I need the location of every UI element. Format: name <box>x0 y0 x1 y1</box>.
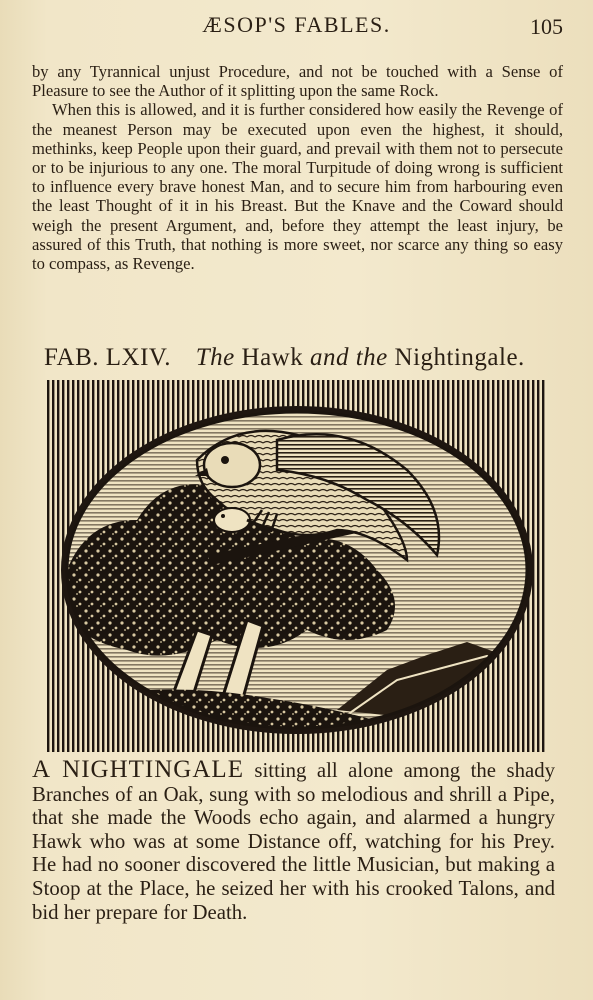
page-number: 105 <box>530 14 563 39</box>
fable-title-nightingale: Nightingale. <box>394 344 525 371</box>
fable-number: FAB. LXIV. <box>44 344 172 371</box>
fable-title-the: The <box>195 344 235 371</box>
hawk-nightingale-woodcut <box>47 380 547 752</box>
fable-title-and-the: and the <box>309 344 388 371</box>
paragraph-continuation: by any Tyrannical unjust Procedure, and not be touched with a Sense of Pleasure to see the Author of it splitting upon the same Rock. <box>32 62 563 101</box>
paragraph-moral: When this is allowed, and it is further considered how easily the Revenge of the meanest Person may be executed upon even the highest, it should, methinks, keep People upon their guard, and prevail with them not to persecute or to be injurious to any one. The moral Turpitude of doing wrong is sufficient to influence every brave honest Man, and to secure him from harbouring even the least Thought of it in his Breast. But the Knave and the Coward should weigh the present Argument, and, before they attempt the least injury, be assured of this Truth, that nothing is more sweet, nor scarce any thing so easy to compass, as Revenge. <box>32 100 563 274</box>
story-text: sitting all alone among the shady Branches of an Oak, sung with so melodious and shrill a Pipe, that she made the Woods echo again, and alarmed a hungry Hawk who was at some Distance off, watching for his Prey. He had no sooner discovered the little Musician, but making a Stoop at the Place, he seized her with his crooked Talons, and bid her prepare for Death. <box>32 759 555 924</box>
fable-heading <box>44 344 553 372</box>
fable-title-hawk: Hawk <box>241 344 304 371</box>
body-text <box>32 62 563 273</box>
story-lead: A NIGHTINGALE <box>32 756 244 783</box>
running-title: ÆSOP'S FABLES. <box>202 12 391 37</box>
page-header <box>0 8 593 42</box>
woodcut-illustration <box>47 380 547 752</box>
story-paragraph <box>32 758 555 924</box>
fable-story <box>32 758 555 924</box>
